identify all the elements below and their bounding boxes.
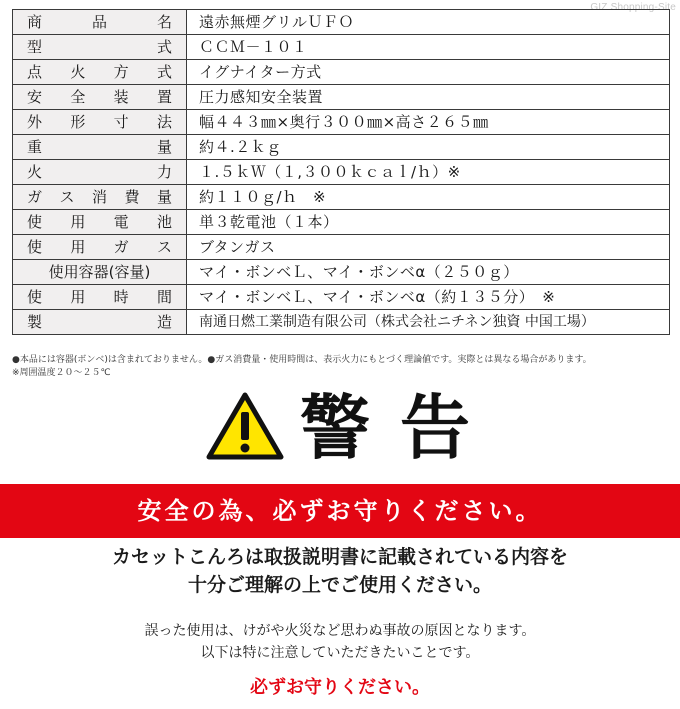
spec-label: 点火方式	[13, 60, 187, 85]
table-row	[13, 235, 670, 260]
must-follow-text: 必ずお守りください。	[250, 677, 430, 698]
spec-label: 使用ガス	[13, 235, 187, 260]
caution-line: 以下は特に注意していただきたいことです。	[200, 645, 480, 661]
spec-value: ＣＣＭ－１０１	[187, 35, 670, 60]
table-row	[13, 35, 670, 60]
footnotes	[12, 354, 674, 380]
warning-title: 警告	[300, 387, 500, 469]
spec-label: 安全装置	[13, 85, 187, 110]
spec-label: 商品名	[13, 10, 187, 35]
spec-value: １.５ｋＷ（１,３００ｋｃａｌ/ｈ）※	[187, 160, 670, 185]
footnote-line: ※周囲温度２０～２５℃	[12, 368, 111, 378]
warning-header	[0, 387, 680, 469]
safety-banner: 安全の為、必ずお守りください。	[0, 484, 680, 538]
watermark: GIZ Shopping-Site	[590, 2, 676, 13]
spec-value: 約４.２ｋｇ	[187, 135, 670, 160]
spec-value: 幅４４３㎜×奥行３００㎜×高さ２６５㎜	[187, 110, 670, 135]
spec-value: 圧力感知安全装置	[187, 85, 670, 110]
table-row	[13, 110, 670, 135]
spec-value: 南通日燃工業制造有限公司（株式会社ニチネン独資 中国工場）	[187, 310, 670, 335]
spec-label: 重量	[13, 135, 187, 160]
spec-value: 約１１０ｇ/ｈ ※	[187, 185, 670, 210]
spec-label: 外形寸法	[13, 110, 187, 135]
table-row	[13, 160, 670, 185]
table-row	[13, 10, 670, 35]
table-row	[13, 260, 670, 285]
spec-label: 使用電池	[13, 210, 187, 235]
spec-label: 使用時間	[13, 285, 187, 310]
spec-value: イグナイター方式	[187, 60, 670, 85]
warning-triangle-icon	[206, 392, 284, 464]
spec-label: 型式	[13, 35, 187, 60]
footnote-line: ●本品には容器(ボンベ)は含まれておりません。●ガス消費量・使用時間は、表示火力にもとづく理論値です。実際とは異なる場合があります。	[12, 355, 592, 365]
spec-label: 火力	[13, 160, 187, 185]
spec-label: ガス消費量	[13, 185, 187, 210]
spec-label: 製造	[13, 310, 187, 335]
spec-value: ブタンガス	[187, 235, 670, 260]
spec-value: マイ・ボンベＬ、マイ・ボンベα（２５０ｇ）	[187, 260, 670, 285]
lead-line: カセットこんろは取扱説明書に記載されている内容を	[111, 546, 568, 568]
spec-label: 使用容器(容量)	[13, 260, 187, 285]
spec-value: 遠赤無煙グリルＵＦＯ	[187, 10, 670, 35]
table-row	[13, 85, 670, 110]
caution-text	[0, 620, 680, 664]
spec-value: 単３乾電池（１本）	[187, 210, 670, 235]
table-row	[13, 210, 670, 235]
caution-line: 誤った使用は、けがや火災など思わぬ事故の原因となります。	[144, 623, 536, 639]
lead-text	[0, 543, 680, 599]
spec-table	[12, 9, 670, 335]
table-row	[13, 135, 670, 160]
table-row	[13, 310, 670, 335]
spec-value: マイ・ボンベＬ、マイ・ボンベα（約１３５分） ※	[187, 285, 670, 310]
table-row	[13, 285, 670, 310]
lead-line: 十分ご理解の上でご使用ください。	[187, 574, 492, 596]
table-row	[13, 185, 670, 210]
table-row	[13, 60, 670, 85]
